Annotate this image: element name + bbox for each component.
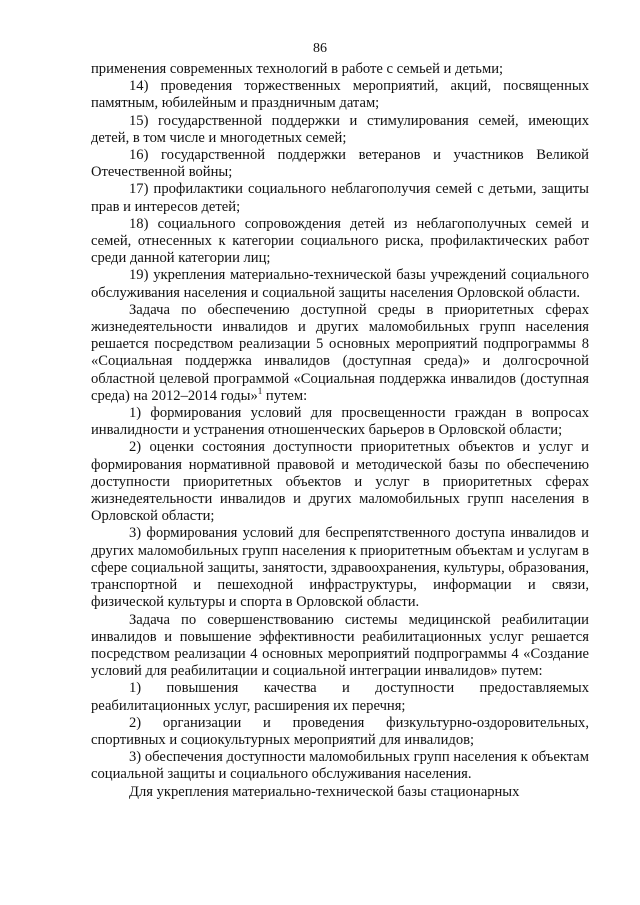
list-item-1b: 1) повышения качества и доступности предоставляемых реабилитационных услуг, расширения их перечня; — [91, 680, 589, 714]
list-item-17: 17) профилактики социального неблагополучия семей с детьми, защиты прав и интересов детей; — [91, 181, 589, 215]
paragraph-final: Для укрепления материально-технической базы стационарных — [129, 783, 520, 800]
paragraph-continuation: применения современных технологий в работе с семьей и детьми; — [91, 61, 504, 77]
list-item-19: 19) укрепления материально-технической базы учреждений социального обслуживания населения и социальной защиты населения Орловской области. — [91, 267, 589, 301]
list-item-3b: 3) обеспечения доступности маломобильных групп населения к объектам социальной защиты и социального обслуживания населения. — [91, 749, 589, 783]
list-item-15: 15) государственной поддержки и стимулирования семей, имеющих детей, в том числе и многодетных семей; — [91, 112, 589, 146]
body-text — [91, 61, 589, 801]
page-number: 86 — [313, 41, 327, 56]
paragraph-text: Задача по обеспечению доступной среды в приоритетных сферах жизнедеятельности инвалидов и других маломобильных групп населения решается посредством реализации 5 основных мероприятий подпрограммы 8 «Социальная поддержка инвалидов (доступная среда)» и долгосрочной областной целевой программой «Социальная поддержка инвалидов (доступная среда) на 2012–2014 годы» — [91, 301, 589, 404]
paragraph-medical-rehabilitation: Задача по совершенствованию системы медицинской реабилитации инвалидов и повышение эффективности реабилитационных услуг решается посредством реализации 4 основных мероприятий подпрограммы 4 «Создание условий для реабилитации и социальной интеграции инвалидов» путем: — [91, 611, 589, 680]
list-item-16: 16) государственной поддержки ветеранов и участников Великой Отечественной войны; — [91, 147, 589, 181]
list-item-2: 2) оценки состояния доступности приоритетных объектов и услуг и формирования нормативной правовой и методической базы по обеспечению доступности приоритетных объектов и услуг в приоритетных сферах жизнедеятельности инвалидов и других маломобильных групп населения в Орловской области; — [91, 439, 589, 525]
list-item-18: 18) социального сопровождения детей из неблагополучных семей и семей, отнесенных к категории социального риска, профилактических работ среди данной категории лиц; — [91, 215, 589, 267]
paragraph-text-end: путем: — [262, 387, 308, 404]
footnote-mark: 1 — [257, 386, 263, 396]
list-item-14: 14) проведения торжественных мероприятий, акций, посвященных памятным, юбилейным и праздничным датам; — [91, 78, 589, 112]
list-item-3: 3) формирования условий для беспрепятственного доступа инвалидов и других маломобильных групп населения к приоритетным объектам и услугам в сфере социальной защиты, занятости, здравоохранения, культуры, образования, транспортной и пешеходной инфраструктуры, информации и связи, физической культуры и спорта в Орловской области. — [91, 525, 589, 611]
list-item-1: 1) формирования условий для просвещенности граждан в вопросах инвалидности и устранения отношенческих барьеров в Орловской области; — [91, 405, 589, 439]
paragraph-accessible-environment — [91, 302, 589, 405]
list-item-2b: 2) организации и проведения физкультурно-оздоровительных, спортивных и социокультурных мероприятий для инвалидов; — [91, 714, 589, 748]
